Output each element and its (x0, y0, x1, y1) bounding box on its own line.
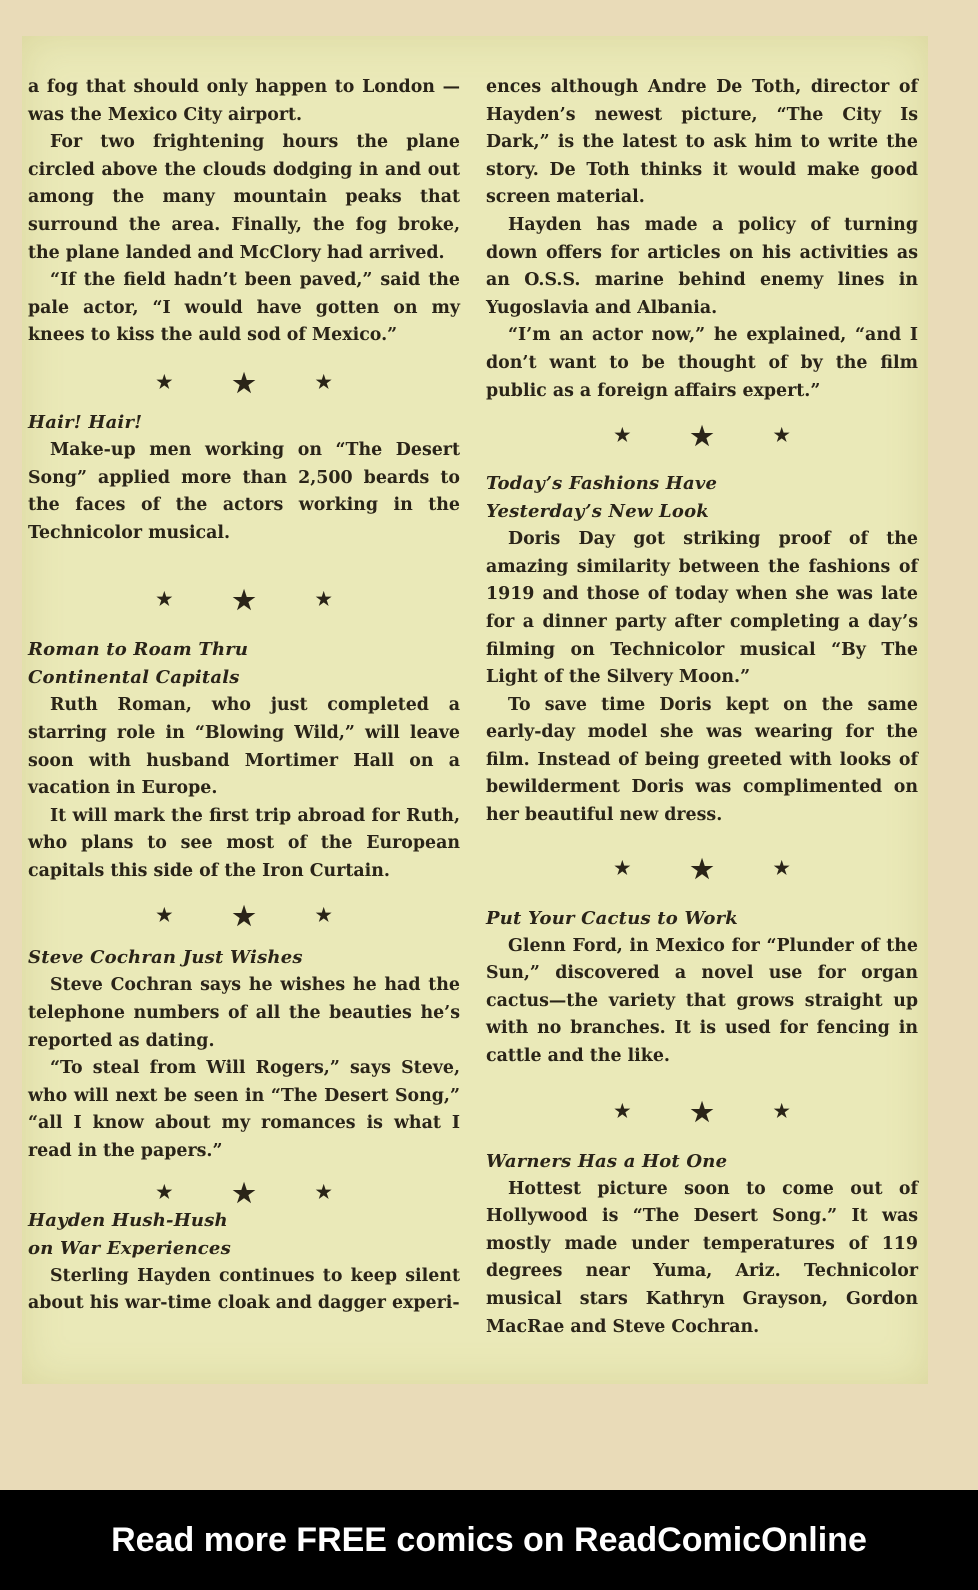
intro-paragraph-1: a fog that should only happen to London —was the Mexico City airport. (28, 77, 460, 125)
hayden-cont-paragraph-1: ences although Andre De Toth, director of Hayden’s newest picture, “The City Is Dark,” is the latest to ask him to write the story. De Toth thinks it would make good screen material. (486, 77, 918, 208)
star-divider (28, 583, 460, 617)
hair-paragraph: Make-up men working on “The Desert Song” applied more than 2,500 beards to the faces of the actors working in the Technicolor musical. (28, 439, 460, 543)
roman-paragraph-2: It will mark the first trip abroad for Ruth, who plans to see most of the European capitals this side of the Iron Curtain. (28, 805, 460, 881)
star-icon: ★ (614, 425, 631, 447)
star-divider (28, 899, 460, 933)
fashions-paragraph-1: Doris Day got striking proof of the amazing similarity between the fashions of 1919 and those of today when she was late for a dinner party after completing a day’s filming on Technicolor musical “By The Light of the Silvery Moon.” (486, 529, 918, 688)
star-icon: ★ (156, 905, 173, 927)
star-icon: ★ (315, 589, 332, 611)
hayden-cont-paragraph-2: Hayden has made a policy of turning down offers for articles on his activities as an O.S.S. marine behind enemy lines in Yugoslavia and Albania. (486, 214, 918, 318)
star-icon: ★ (232, 1178, 256, 1209)
star-icon: ★ (315, 1181, 332, 1203)
section-heading-hayden-1: Hayden Hush-Hush (28, 1209, 228, 1231)
star-icon: ★ (773, 425, 790, 447)
section-heading-roman-1: Roman to Roam Thru (28, 639, 249, 661)
section-heading-cochran: Steve Cochran Just Wishes (28, 947, 303, 969)
star-divider (486, 852, 918, 883)
section-heading-hair: Hair! Hair! (28, 411, 143, 433)
warners-paragraph: Hottest picture soon to come out of Hollywood is “The Desert Song.” It was mostly made under temperatures of 119 degrees near Yuma, Ariz. Technicolor musical stars Kathryn Grayson, Gordon MacRae and Steve Cochran. (486, 1178, 918, 1337)
section-heading-fashions-1: Today’s Fashions Have (486, 473, 718, 495)
section-heading-warners: Warners Has a Hot One (486, 1150, 728, 1172)
section-heading-cactus: Put Your Cactus to Work (486, 907, 738, 929)
star-icon: ★ (773, 857, 790, 879)
star-divider (28, 366, 460, 397)
star-icon: ★ (690, 854, 714, 885)
star-icon: ★ (315, 905, 332, 927)
star-icon: ★ (690, 1097, 714, 1128)
right-column (486, 74, 918, 1341)
star-icon: ★ (156, 371, 173, 393)
star-divider (486, 1095, 918, 1126)
star-icon: ★ (773, 1100, 790, 1122)
cochran-paragraph-2: “To steal from Will Rogers,” says Steve, who will next be seen in “The Desert Song,” “all I know about my romances is what I read in the papers.” (28, 1058, 460, 1162)
star-divider (486, 419, 918, 453)
cochran-paragraph-1: Steve Cochran says he wishes he had the telephone numbers of all the beauties he’s reported as dating. (28, 975, 460, 1051)
roman-paragraph-1: Ruth Roman, who just completed a starring role in “Blowing Wild,” will leave soon with husband Mortimer Hall on a vacation in Europe. (28, 695, 460, 799)
cactus-paragraph: Glenn Ford, in Mexico for “Plunder of the Sun,” discovered a novel use for organ cactus—the variety that grows straight up with no branches. It is used for fencing in cattle and the like. (486, 935, 918, 1067)
star-icon: ★ (614, 857, 631, 879)
section-heading-fashions-2: Yesterday’s New Look (486, 501, 709, 523)
star-divider (28, 1176, 460, 1207)
text-panel (22, 36, 928, 1384)
hayden-cont-paragraph-3: “I’m an actor now,” he explained, “and I don’t want to be thought of by the film public as a foreign affairs expert.” (486, 325, 918, 401)
star-icon: ★ (232, 902, 256, 933)
section-heading-hayden-2: on War Experiences (28, 1237, 231, 1259)
hayden-paragraph-1: Sterling Hayden continues to keep silent about his war-time cloak and dagger experi- (28, 1265, 460, 1314)
star-icon: ★ (690, 422, 714, 453)
intro-paragraph-3: “If the field hadn’t been paved,” said the pale actor, “I would have gotten on my knees to kiss the auld sod of Mexico.” (28, 270, 460, 346)
star-icon: ★ (614, 1100, 631, 1122)
star-icon: ★ (156, 589, 173, 611)
intro-paragraph-2: For two frightening hours the plane circled above the clouds dodging in and out among the many mountain peaks that surround the area. Finally, the fog broke, the plane landed and McClory had arrived. (28, 132, 460, 263)
section-heading-roman-2: Continental Capitals (28, 667, 240, 689)
star-icon: ★ (315, 371, 332, 393)
star-icon: ★ (156, 1181, 173, 1203)
star-icon: ★ (232, 586, 256, 617)
left-column (28, 74, 460, 1318)
star-icon: ★ (232, 368, 256, 399)
footer-banner: Read more FREE comics on ReadComicOnline (0, 1490, 978, 1590)
fashions-paragraph-2: To save time Doris kept on the same early-day model she was wearing for the film. Instead of being greeted with looks of bewilderment Doris was complimented on her beautiful new dress. (486, 694, 918, 826)
